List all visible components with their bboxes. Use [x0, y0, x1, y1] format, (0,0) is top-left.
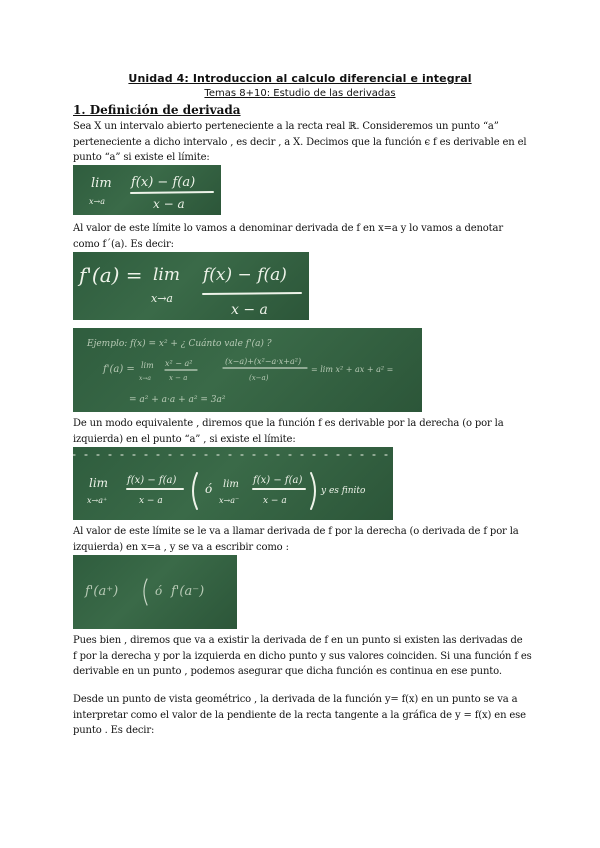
- board-example-header: Ejemplo: f(x) = x² + ¿ Cuánto vale f'(a) ?: [87, 339, 272, 349]
- chalkboard-lateral-derivatives-image: [73, 555, 237, 629]
- board-example-frac2-den: (x−a): [249, 374, 269, 382]
- board-lim-subscript: x→a: [151, 292, 173, 305]
- board-numerator: f(x) − f(a): [131, 175, 196, 190]
- paragraph-one-sided: [73, 416, 528, 447]
- board-left-derivative: f'(a⁻): [171, 584, 205, 599]
- board-numerator-left: f(x) − f(a): [253, 475, 303, 486]
- text-line: De un modo equivalente , diremos que la función f es derivable por la derecha (o por la: [73, 418, 504, 429]
- text-line: Pues bien , diremos que va a existir la derivada de f en un punto si existen las derivadas de: [73, 635, 523, 646]
- paragraph-definition: [73, 119, 528, 166]
- board-lhs: f'(a) =: [79, 263, 143, 287]
- board-example-frac1-den: x − a: [169, 374, 188, 382]
- board-denominator: x − a: [139, 496, 163, 506]
- chalkboard-one-sided-image: [73, 447, 393, 520]
- board-lim-text: lim: [89, 476, 109, 490]
- text-line: punto . Es decir:: [73, 725, 155, 736]
- text-line: f por la derecha y por la izquierda en dicho punto y sus valores coinciden. Si una función f es: [73, 650, 532, 662]
- board-denominator: x − a: [231, 302, 268, 318]
- open-paren: [193, 473, 197, 509]
- document-subtitle: Temas 8+10: Estudio de las derivadas: [204, 88, 396, 99]
- board-example-frac2-num: (x−a)+(x²−a·x+a²): [225, 357, 302, 366]
- board-numerator: f(x) − f(a): [127, 475, 177, 486]
- text-line: derivable en un punto , podemos asegurar que dicha función es continua en ese punto.: [73, 666, 502, 677]
- text-line: interpretar como el valor de la pendiente de la recta tangente a la gráfica de y = f(x) en ese: [73, 709, 526, 721]
- board-example-rhs: = lim x² + ax + a² =: [311, 365, 394, 374]
- chalkboard-derivative-image: [73, 252, 309, 320]
- board-numerator: f(x) − f(a): [203, 265, 287, 285]
- fraction-bar: [203, 293, 301, 294]
- board-example-lim-subscript: x→a: [139, 375, 151, 382]
- text-line: Sea X un intervalo abierto perteneciente a la recta real ℝ. Consideremos un punto “a”: [73, 121, 499, 132]
- paragraph-existence: [73, 633, 532, 680]
- board-lim-subscript-left: x→a⁻: [219, 496, 240, 505]
- fraction-bar: [131, 192, 213, 193]
- paragraph-geometric: [73, 692, 528, 739]
- board-lim-text: lim: [153, 265, 180, 285]
- text-line: izquierda) en el punto “a” , si existe el límite:: [73, 433, 296, 445]
- text-line: perteneciente a dicho intervalo , es decir , a X. Decimos que la función ϵ f es derivable en el: [73, 136, 527, 148]
- close-paren: [311, 473, 315, 509]
- text-line: Desde un punto de vista geométrico , la derivada de la función y= f(x) en un punto se va a: [73, 694, 518, 705]
- section-heading: 1. Definición de derivada: [73, 103, 241, 117]
- text-line: Al valor de este límite se le va a llamar derivada de f por la derecha (o derivada de f por la: [73, 526, 519, 537]
- text-line: Al valor de este límite lo vamos a denominar derivada de f en x=a y lo vamos a denotar: [73, 223, 503, 234]
- paragraph-derivative-notation: [73, 221, 528, 252]
- board-tail: y es finito: [321, 486, 366, 496]
- board-example-lhs: f'(a) =: [103, 364, 135, 375]
- board-lim-subscript: x→a: [89, 197, 105, 206]
- board-denominator-left: x − a: [263, 496, 287, 506]
- chalkboard-example-image: [73, 328, 422, 412]
- board-connector: ó: [205, 482, 213, 496]
- board-lim-subscript-right: x→a⁺: [87, 496, 108, 505]
- text-line: izquierda) en x=a , y se va a escribir como :: [73, 541, 289, 553]
- board-lim-text-left: lim: [223, 479, 239, 490]
- chalkboard-limit-image: [73, 165, 221, 215]
- open-paren: [144, 579, 147, 605]
- board-example-frac1-num: x² − a²: [165, 359, 193, 368]
- board-right-derivative: f'(a⁺): [85, 584, 119, 599]
- board-lim-text: lim: [91, 176, 112, 191]
- text-line: como f´(a). Es decir:: [73, 238, 174, 250]
- board-example-lim: lim: [141, 361, 154, 370]
- board-connector: ó: [155, 584, 163, 598]
- document-title: Unidad 4: Introduccion al calculo diferencial e integral: [128, 72, 472, 85]
- board-denominator: x − a: [153, 197, 185, 211]
- paragraph-one-sided-notation: [73, 524, 528, 555]
- board-example-result: = a² + a·a + a² = 3a²: [129, 395, 226, 405]
- text-line: punto “a” si existe el límite:: [73, 152, 210, 163]
